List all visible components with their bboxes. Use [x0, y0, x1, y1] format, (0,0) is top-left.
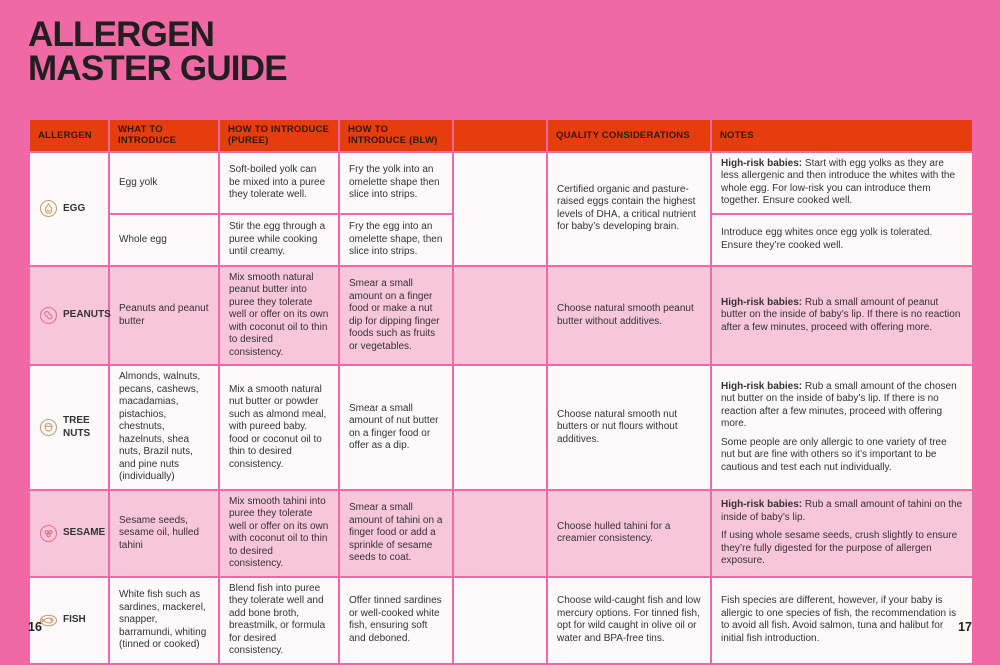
table-row-fish: [29, 577, 973, 664]
quality-cell-sesame: Choose hulled tahini for a creamier consistency.: [547, 490, 711, 577]
table-row-tree-nuts: [29, 365, 973, 490]
notes-cell-fish: [711, 577, 973, 664]
notes-paragraph: Fish species are different, however, if your baby is allergic to one species of fish, the recommendation is to avoid all fish. Avoid salmon, tuna and halibut for initial fish introduction.: [721, 595, 957, 644]
egg-icon: [39, 199, 58, 218]
spacer-cell-sesame: [453, 490, 547, 577]
notes-paragraph: If using whole sesame seeds, crush slightly to ensure they’re fully digested for the purpose of allergen exposure.: [721, 530, 958, 567]
notes-cell-tree-nuts: [711, 365, 973, 490]
quality-cell-peanuts: Choose natural smooth peanut butter without additives.: [547, 266, 711, 366]
quality-cell-fish: Choose wild-caught fish and low mercury options. For tinned fish, opt for wild caught in olive oil or water and BPA-free tins.: [547, 577, 711, 664]
allergen-table: [28, 118, 974, 665]
title-line-1: ALLERGEN: [28, 15, 215, 54]
puree-cell-sesame: Mix smooth tahini into puree they tolerate well or offer on its own with coconut oil to thin to desired consistency.: [219, 490, 339, 577]
what-cell-peanuts: Peanuts and peanut butter: [109, 266, 219, 366]
quality-cell-egg: Certified organic and pasture-raised eggs contain the highest levels of DHA, a critical nutrient for baby’s developing brain.: [547, 152, 711, 266]
blw-cell-fish: Offer tinned sardines or well-cooked white fish, ensuring soft and deboned.: [339, 577, 453, 664]
notes-cell-egg-yolk: [711, 152, 973, 214]
what-cell-fish: White fish such as sardines, mackerel, snapper, barramundi, whiting (tinned or cooked): [109, 577, 219, 664]
col-header-puree: HOW TO INTRODUCE (PUREE): [219, 119, 339, 152]
what-cell-whole-egg: Whole egg: [109, 214, 219, 266]
allergen-label-fish: FISH: [63, 614, 86, 626]
page-number-left: 16: [28, 620, 42, 634]
blw-cell-tree-nuts: Smear a small amount of nut butter on a finger food or offer as a dip.: [339, 365, 453, 490]
title-line-2: MASTER GUIDE: [28, 49, 287, 89]
page-title: [28, 15, 287, 89]
spacer-cell-fish: [453, 577, 547, 664]
blw-cell-egg-yolk: Fry the yolk into an omelette shape then slice into strips.: [339, 152, 453, 214]
puree-cell-tree-nuts: Mix a smooth natural nut butter or powder such as almond meal, with pureed baby. food or coconut oil to thin to desired consistency.: [219, 365, 339, 490]
notes-paragraph: High-risk babies: Rub a small amount of the chosen nut butter on the inside of baby’s lip. If there is no reaction after a few minutes, proceed with offering more.: [721, 380, 957, 430]
what-cell-sesame: Sesame seeds, sesame oil, hulled tahini: [109, 490, 219, 577]
col-header-blw: HOW TO INTRODUCE (BLW): [339, 119, 453, 152]
peanut-icon: [39, 306, 58, 325]
quality-cell-tree-nuts: Choose natural smooth nut butters or nut flours without additives.: [547, 365, 711, 490]
allergen-cell-egg: [29, 152, 109, 266]
notes-paragraph: High-risk babies: Rub a small amount of tahini on the inside of baby’s lip.: [721, 499, 963, 523]
spacer-cell-tree-nuts: [453, 365, 547, 490]
puree-cell-fish: Blend fish into puree they tolerate well and add bone broth, breastmilk, or formula for desired consistency.: [219, 577, 339, 664]
notes-cell-peanuts: [711, 266, 973, 366]
col-header-allergen: ALLERGEN: [29, 119, 109, 152]
blw-cell-peanuts: Smear a small amount on a finger food or make a nut dip for dipping finger foods such as fruits or vegetables.: [339, 266, 453, 366]
allergen-label-tree-nuts: TREE NUTS: [63, 415, 91, 439]
col-header-notes: NOTES: [711, 119, 973, 152]
allergen-cell-peanuts: [29, 266, 109, 366]
notes-cell-sesame: [711, 490, 973, 577]
notes-paragraph: Introduce egg whites once egg yolk is tolerated. Ensure they’re cooked well.: [721, 227, 933, 251]
notes-paragraph: Some people are only allergic to one variety of tree nut but are fine with others so it’s important to be cautious and test each nut individually.: [721, 436, 947, 473]
allergen-label-egg: EGG: [63, 202, 86, 214]
sesame-icon: [39, 524, 58, 543]
table-row-peanuts: [29, 266, 973, 366]
blw-cell-sesame: Smear a small amount of tahini on a finger food or add a sprinkle of sesame seeds to coat.: [339, 490, 453, 577]
puree-cell-peanuts: Mix smooth natural peanut butter into puree they tolerate well or offer on its own with coconut oil to thin to desired consistency.: [219, 266, 339, 366]
table-row-egg-yolk: [29, 152, 973, 214]
allergen-cell-sesame: [29, 490, 109, 577]
tree-nut-icon: [39, 418, 58, 437]
what-cell-tree-nuts: Almonds, walnuts, pecans, cashews, macadamias, pistachios, chestnuts, hazelnuts, shea nuts, Brazil nuts, and pine nuts (individually): [109, 365, 219, 490]
allergen-label-peanuts: PEANUTS: [63, 309, 111, 321]
col-header-quality: QUALITY CONSIDERATIONS: [547, 119, 711, 152]
spacer-cell-egg: [453, 152, 547, 266]
what-cell-egg-yolk: Egg yolk: [109, 152, 219, 214]
notes-cell-whole-egg: [711, 214, 973, 266]
page-number-right: 17: [958, 620, 972, 634]
col-header-spacer: [453, 119, 547, 152]
blw-cell-whole-egg: Fry the egg into an omelette shape, then slice into strips.: [339, 214, 453, 266]
puree-cell-egg-yolk: Soft-boiled yolk can be mixed into a puree they tolerate well.: [219, 152, 339, 214]
allergen-cell-tree-nuts: [29, 365, 109, 490]
col-header-what: WHAT TO INTRODUCE: [109, 119, 219, 152]
notes-paragraph: High-risk babies: Rub a small amount of peanut butter on the inside of baby’s lip. If there is no reaction after a few minutes, proceed with offering more.: [721, 296, 961, 333]
allergen-label-sesame: SESAME: [63, 527, 106, 539]
notes-paragraph: High-risk babies: Start with egg yolks as they are less allergenic and then introduce the whites with the whole egg. For low-risk you can introduce them together. Ensure cooked well.: [721, 157, 956, 207]
puree-cell-whole-egg: Stir the egg through a puree while cooking until creamy.: [219, 214, 339, 266]
table-header-row: [29, 119, 973, 152]
table-row-sesame: [29, 490, 973, 577]
spacer-cell-peanuts: [453, 266, 547, 366]
